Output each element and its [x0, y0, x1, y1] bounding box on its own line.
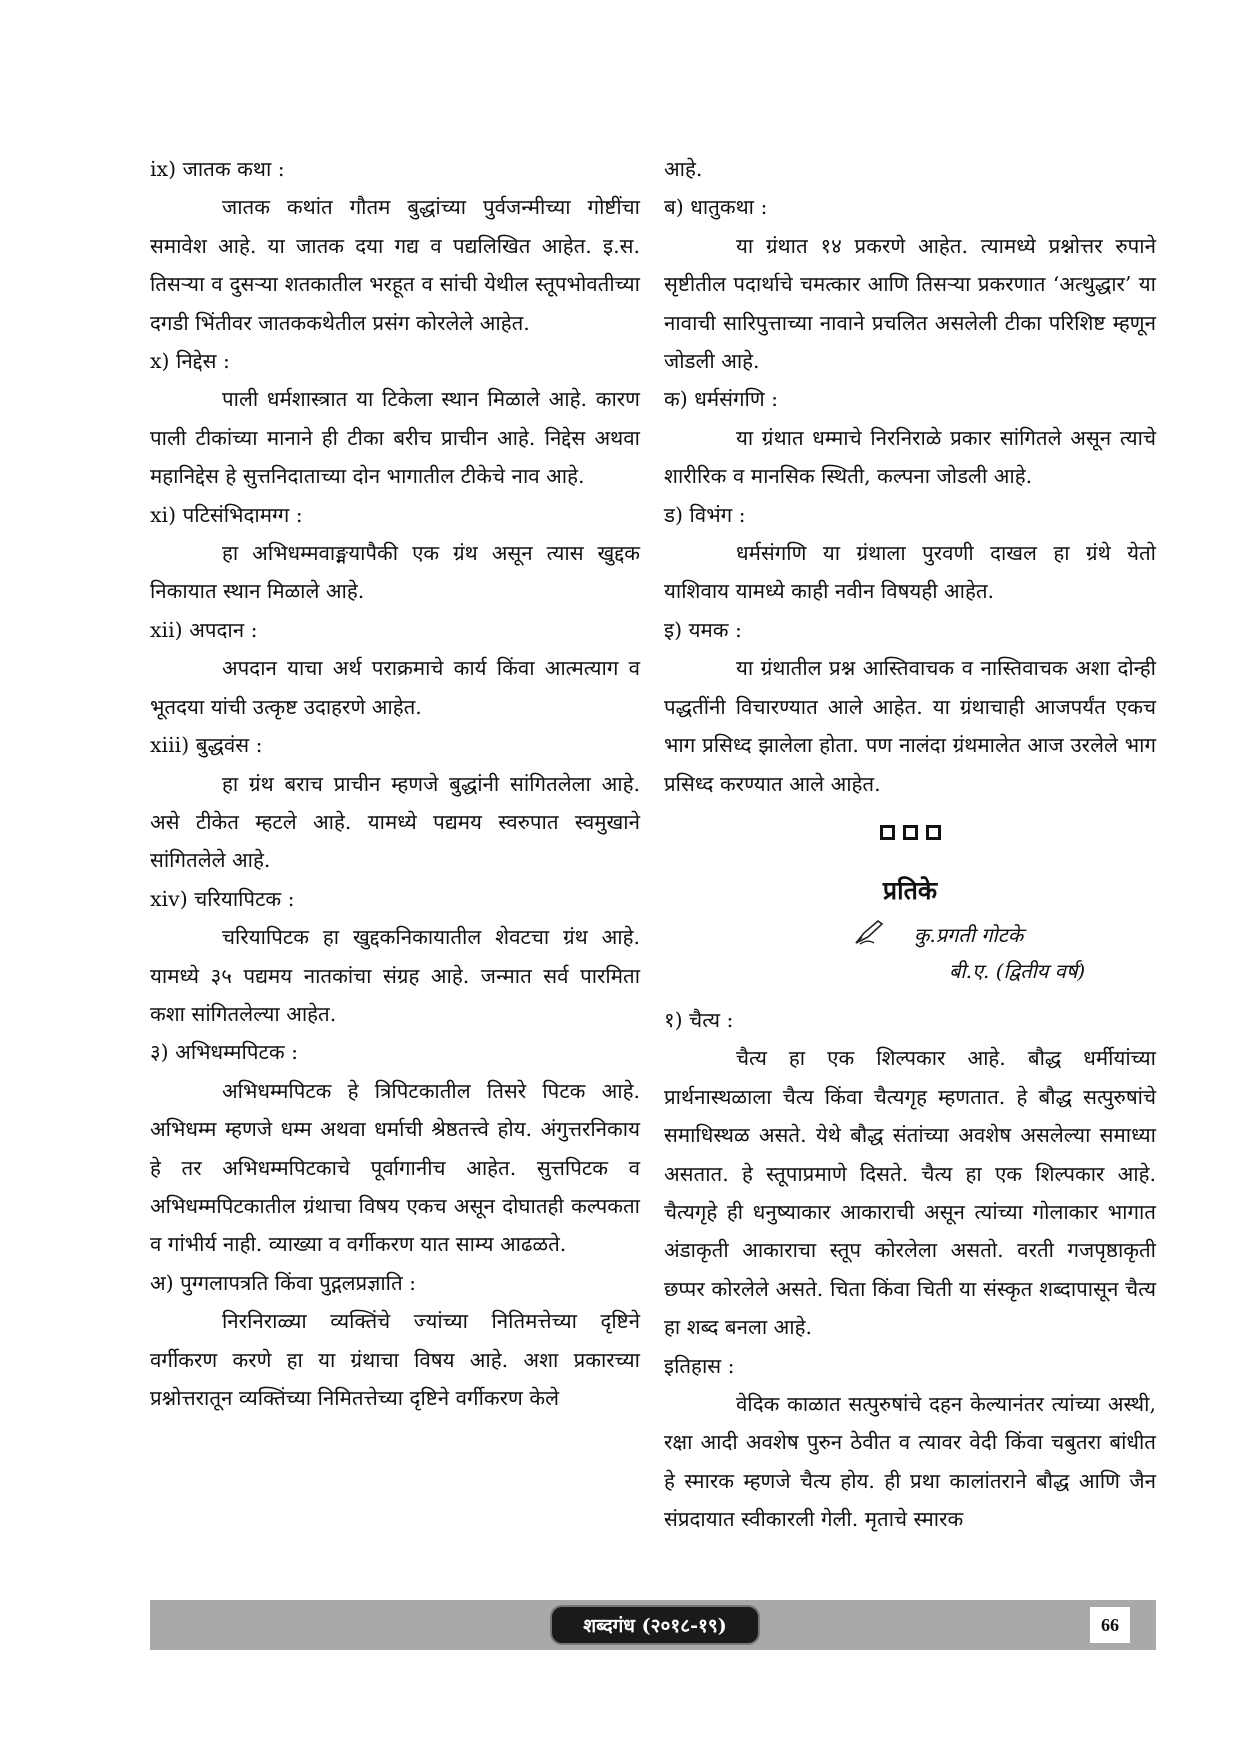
section-heading: इ) यमक : — [664, 617, 742, 642]
divider-box-icon — [880, 825, 895, 840]
paragraph: चैत्य हा एक शिल्पकार आहे. बौद्ध धर्मीयांच्या प्रार्थनास्थळाला चैत्य किंवा चैत्यगृह म्हणतात. हे बौद्ध सत्पुरुषांचे समाधिस्थळ असते. येथे बौद्ध संतांच्या अवशेष असलेल्या समाध्या असतात. हे स्तूपाप्रमाणे दिसते. चैत्य हा एक शिल्पकार आहे. चैत्यगृहे ही धनुष्याकार आकाराची असून त्यांच्या गोलाकार भागात अंडाकृती आकाराचा स्तूप कोरलेला असतो. वरती गजपृष्ठाकृती छप्पर कोरलेले असते. चिता किंवा चिती या संस्कृत शब्दापासून चैत्य हा शब्द बनला आहे. — [664, 1046, 1156, 1340]
section-heading: १) चैत्य : — [664, 1007, 734, 1032]
section-title: प्रतिके — [882, 875, 938, 905]
paragraph: अपदान याचा अर्थ पराक्रमाचे कार्य किंवा आत्मत्याग व भूतदया यांची उत्कृष्ट उदाहरणे आहेत. — [150, 656, 640, 719]
section-heading: ब) धातुकथा : — [664, 195, 768, 220]
divider-box-icon — [903, 825, 918, 840]
right-column-bottom — [664, 1001, 1156, 1539]
paragraph: पाली धर्मशास्त्रात या टिकेला स्थान मिळाले आहे. कारण पाली टीकांच्या मानाने ही टीका बरीच प्राचीन आहे. निद्देस अथवा महानिद्देस हे सुत्तनिदाताच्या दोन भागातील टीकेचे नाव आहे. — [150, 387, 640, 489]
page-number: 66 — [1090, 1607, 1130, 1643]
pen-icon — [854, 919, 884, 945]
section-heading: ड) विभंग : — [664, 502, 746, 527]
author-name: कु.प्रगती गोटके — [914, 922, 1024, 947]
paragraph: हा ग्रंथ बराच प्राचीन म्हणजे बुद्धांनी सांगितलेला आहे. असे टीकेत म्हटले आहे. यामध्ये पद्यमय स्वरुपात स्वमुखाने सांगितलेले आहे. — [150, 771, 640, 873]
paragraph-continuation: आहे. — [664, 157, 703, 181]
author-degree: बी.ए. (द्वितीय वर्ष) — [949, 958, 1086, 983]
section-heading: xii) अपदान : — [150, 617, 258, 642]
section-heading: इतिहास : — [664, 1353, 735, 1378]
journal-title: शब्दगंध (२०१८-१९) — [550, 1605, 760, 1645]
section-heading: क) धर्मसंगणि : — [664, 387, 779, 412]
right-column-top — [664, 150, 1156, 803]
section-heading: x) निद्देस : — [150, 349, 230, 374]
paragraph: अभिधम्मपिटक हे त्रिपिटकातील तिसरे पिटक आहे. अभिधम्म म्हणजे धम्म अथवा धर्माची श्रेष्ठतत्त्वे होय. अंगुत्तरनिकाय हे तर अभिधम्मपिटकाचे पूर्वागानीच आहेत. सुत्तपिटक व अभिधम्मपिटकातील ग्रंथाचा विषय एकच असून दोघातही कल्पकता व गांभीर्य नाही. व्याख्या व वर्गीकरण यात साम्य आढळते. — [150, 1078, 640, 1257]
section-heading: अ) पुग्गलापत्रति किंवा पुद्गलप्रज्ञाति : — [150, 1270, 417, 1295]
paragraph: चरियापिटक हा खुद्दकनिकायातील शेवटचा ग्रंथ आहे. यामध्ये ३५ पद्यमय नातकांचा संग्रह आहे. जन्मात सर्व पारमिता कशा सांगितलेल्या आहेत. — [150, 925, 640, 1026]
paragraph: निरनिराळ्या व्यक्तिंचे ज्यांच्या नितिमत्तेच्या दृष्टिने वर्गीकरण करणे हा या ग्रंथाचा विषय आहे. अशा प्रकारच्या प्रश्नोत्तरातून व्यक्तिंच्या निमितत्तेच्या दृष्टिने वर्गीकरण केले — [150, 1309, 640, 1410]
section-divider — [664, 809, 1156, 857]
paragraph: या ग्रंथात १४ प्रकरणे आहेत. त्यामध्ये प्रश्नोत्तर रुपाने सृष्टीतील पदार्थाचे चमत्कार आणि तिसऱ्या प्रकरणात ‘अत्थुद्धार’ या नावाची सारिपुत्ताच्या नावाने प्रचलित असलेली टीका परिशिष्ट म्हणून जोडली आहे. — [664, 233, 1156, 374]
divider-box-icon — [926, 825, 941, 840]
section-heading: xi) पटिसंभिदामग्ग : — [150, 502, 303, 527]
author-line — [914, 917, 1156, 953]
right-column — [664, 150, 1156, 1539]
paragraph: धर्मसंगणि या ग्रंथाला पुरवणी दाखल हा ग्रंथे येतो याशिवाय यामध्ये काही नवीन विषयही आहेत. — [664, 541, 1156, 604]
left-column — [150, 150, 640, 1417]
section-heading: ix) जातक कथा : — [150, 157, 285, 181]
paragraph: जातक कथांत गौतम बुद्धांच्या पुर्वजन्मीच्या गोष्टींचा समावेश आहे. या जातक दया गद्य व पद्यलिखित आहेत. इ.स. तिसऱ्या व दुसऱ्या शतकातील भरहूत व सांची येथील स्तूपभोवतीच्या दगडी भिंतीवर जातककथेतील प्रसंग कोरलेले आहेत. — [150, 195, 640, 335]
section-heading: xiv) चरियापिटक : — [150, 886, 295, 911]
page-footer — [150, 1600, 1156, 1650]
paragraph: या ग्रंथात धम्माचे निरनिराळे प्रकार सांगितले असून त्याचे शारीरिक व मानसिक स्थिती, कल्पना जोडली आहे. — [664, 425, 1156, 489]
section-heading: ३) अभिधम्मपिटक : — [150, 1040, 299, 1065]
section-heading: xiii) बुद्धवंस : — [150, 733, 263, 758]
paragraph: या ग्रंथातील प्रश्न आस्तिवाचक व नास्तिवाचक अशा दोन्ही पद्धतींनी विचारण्यात आले आहेत. या ग्रंथाचाही आजपर्यंत एकच भाग प्रसिध्द झालेला होता. पण नालंदा ग्रंथमालेत आज उरलेले भाग प्रसिध्द करण्यात आले आहेत. — [664, 656, 1156, 796]
paragraph: वेदिक काळात सत्पुरुषांचे दहन केल्यानंतर त्यांच्या अस्थी, रक्षा आदी अवशेष पुरुन ठेवीत व त्यावर वेदी किंवा चबुतरा बांधीत हे स्मारक म्हणजे चैत्य होय. ही प्रथा कालांतराने बौद्ध आणि जैन संप्रदायात स्वीकारली गेली. मृताचे स्मारक — [664, 1391, 1156, 1532]
paragraph: हा अभिधम्मवाङ्मयापैकी एक ग्रंथ असून त्यास खुद्दक निकायात स्थान मिळाले आहे. — [150, 541, 640, 604]
